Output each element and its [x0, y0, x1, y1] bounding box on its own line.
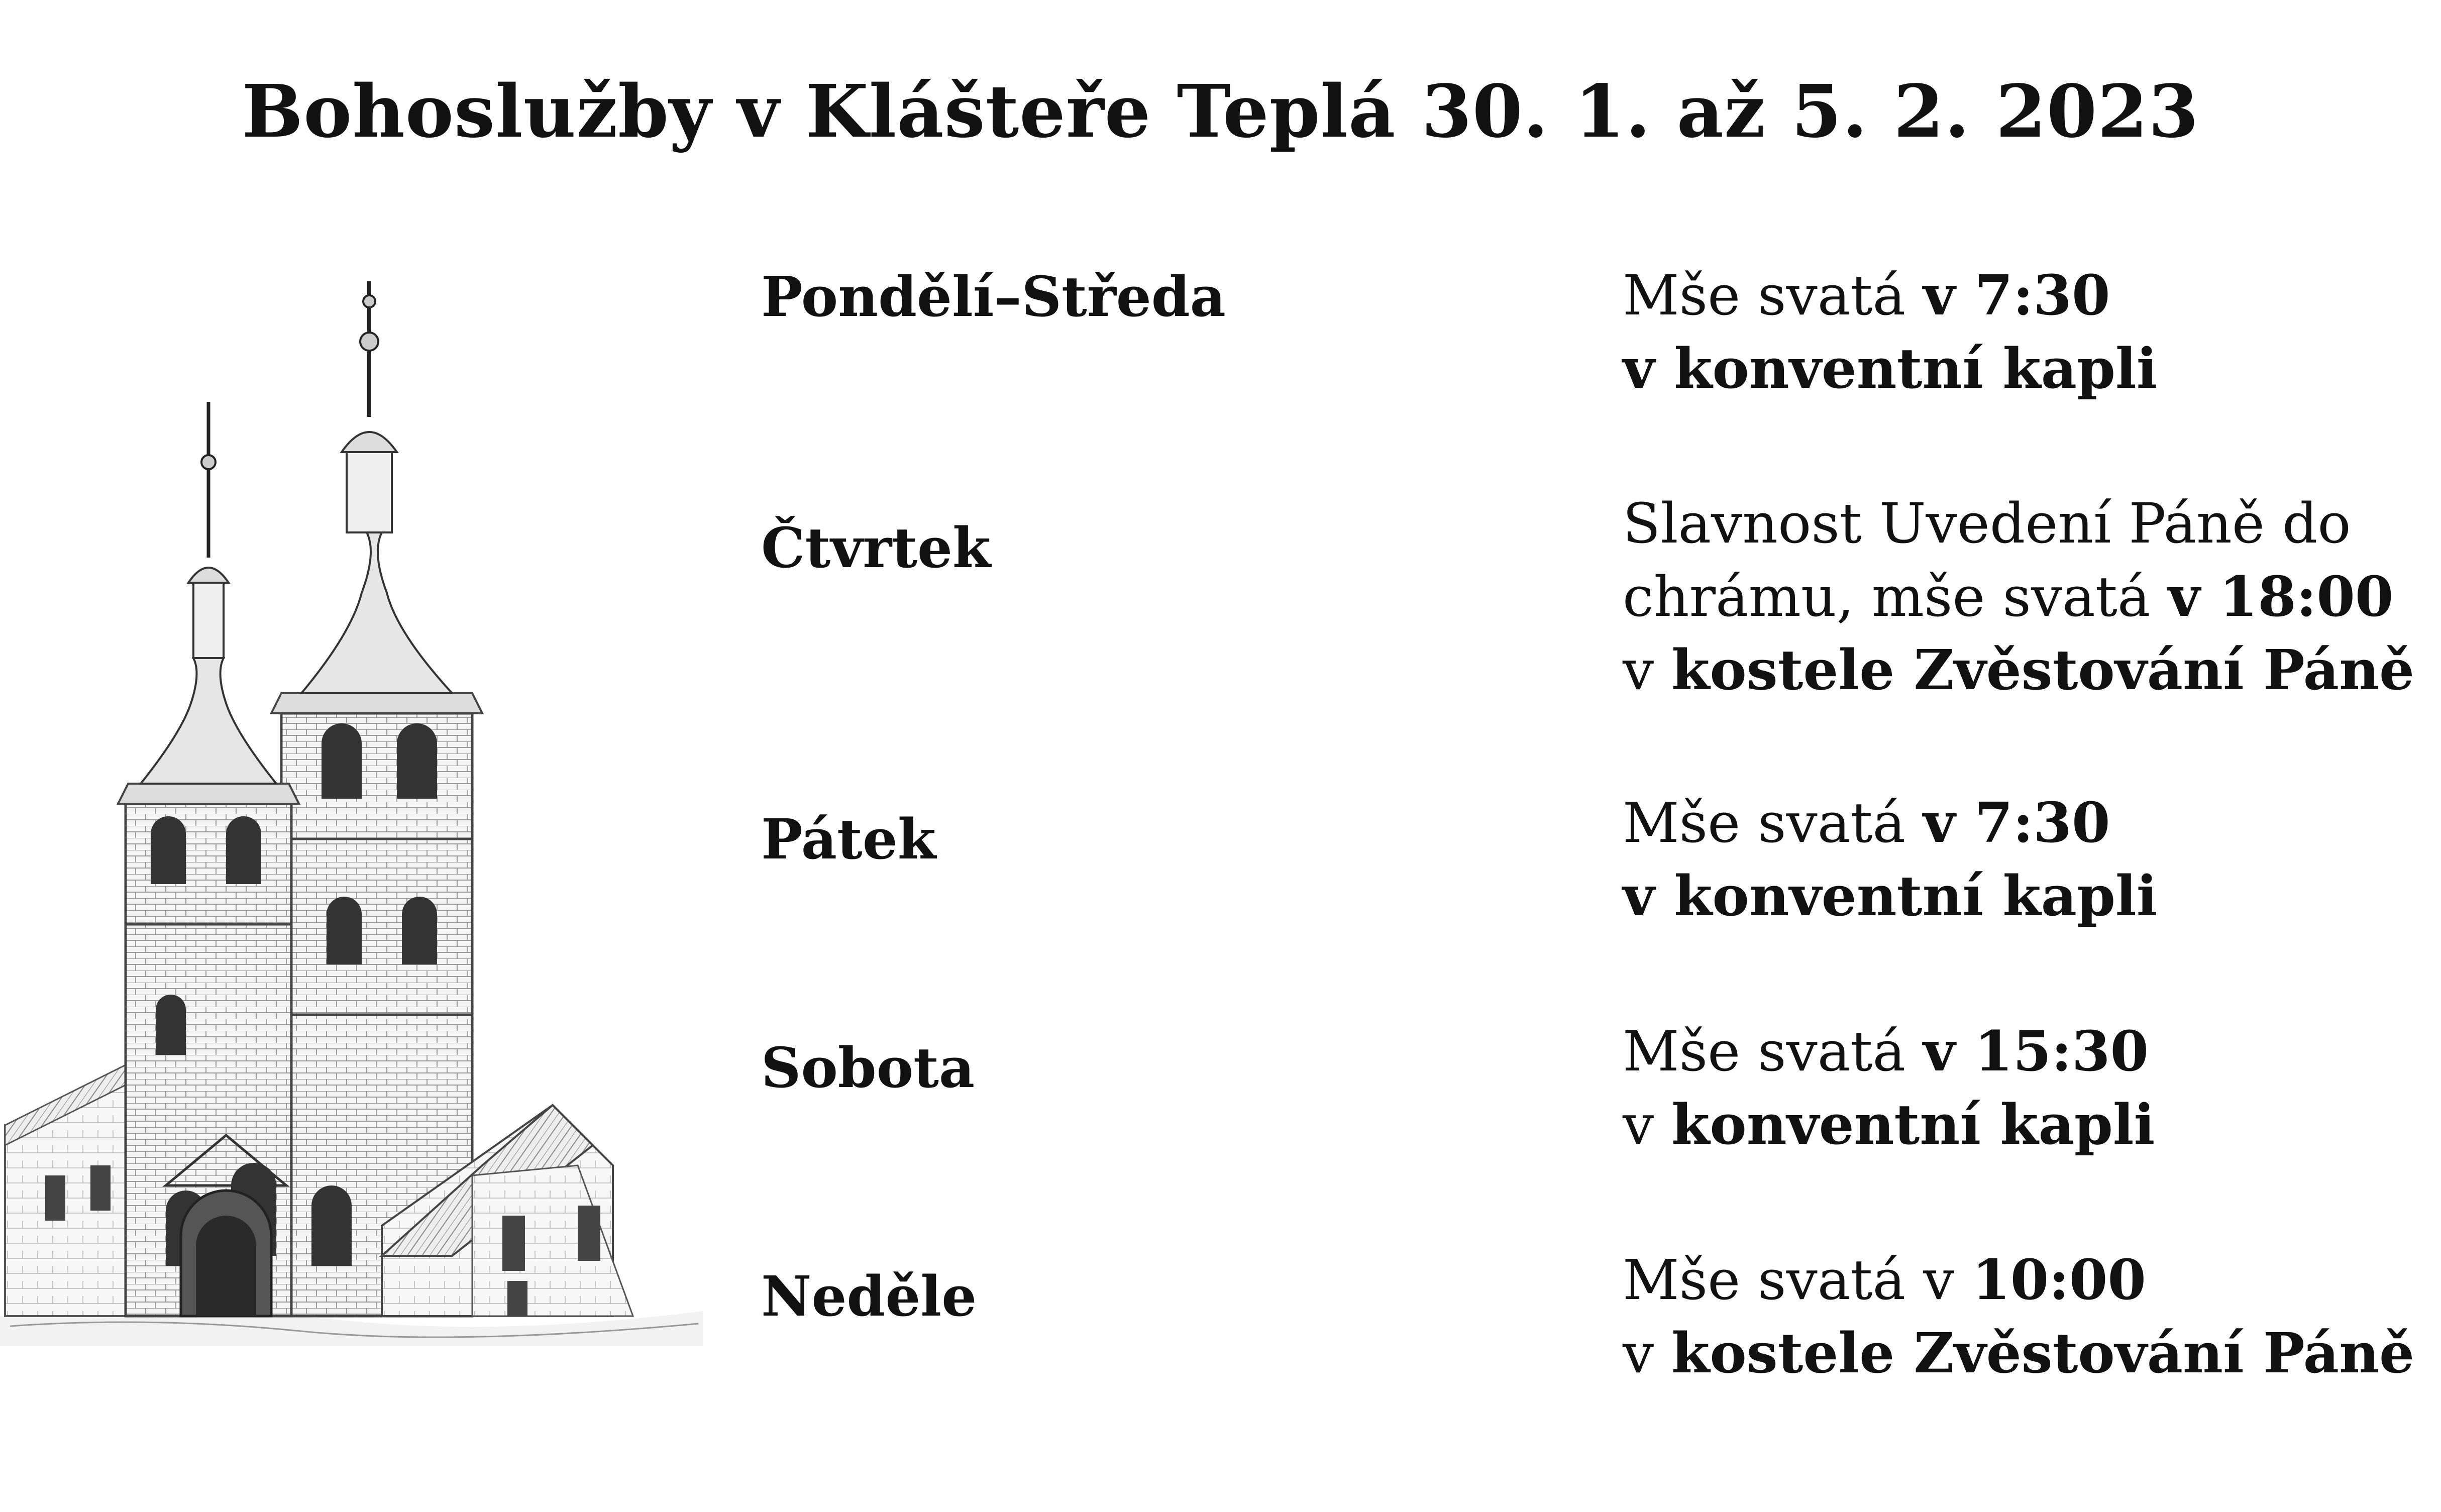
service-detail	[1623, 259, 2158, 405]
detail-time: v 15:30	[1923, 1019, 2149, 1084]
day-label: Pátek	[761, 807, 936, 872]
service-detail	[1623, 487, 2414, 707]
day-label: Pondělí–Středa	[761, 264, 1226, 329]
detail-line	[1623, 560, 2414, 633]
service-detail	[1623, 1015, 2155, 1161]
detail-text: chrámu, mše svatá	[1623, 565, 2168, 629]
church-illustration	[0, 271, 713, 1376]
detail-line	[1623, 786, 2158, 859]
detail-text: v	[1623, 1093, 1672, 1157]
page-title: Bohoslužby v Klášteře Teplá 30. 1. až 5. 2. 2023	[242, 69, 2199, 154]
detail-line	[1623, 1015, 2155, 1088]
detail-time: v 18:00	[2168, 564, 2394, 629]
detail-text: Mše svatá	[1623, 263, 1924, 328]
day-label: Čtvrtek	[761, 515, 991, 580]
service-detail	[1623, 1243, 2414, 1390]
detail-time: 10:00	[1972, 1247, 2146, 1312]
detail-time: v 7:30	[1923, 790, 2110, 855]
detail-place: konventní kapli	[1671, 1092, 2155, 1157]
detail-time: v 7:30	[1923, 263, 2110, 328]
service-detail	[1623, 786, 2158, 933]
detail-text: v	[1623, 1321, 1672, 1385]
detail-line	[1623, 633, 2414, 707]
detail-line	[1623, 1088, 2155, 1161]
detail-line	[1623, 259, 2158, 332]
detail-text: v	[1623, 638, 1672, 702]
day-label: Sobota	[761, 1035, 975, 1100]
detail-place: v konventní kapli	[1623, 863, 2158, 928]
detail-place: kostele Zvěstování Páně	[1671, 637, 2415, 702]
detail-place: kostele Zvěstování Páně	[1671, 1321, 2415, 1385]
detail-place: v konventní kapli	[1623, 336, 2158, 401]
detail-line	[1623, 859, 2158, 933]
detail-text: Mše svatá v	[1623, 1248, 1972, 1312]
detail-line	[1623, 1243, 2414, 1317]
detail-line	[1623, 487, 2414, 560]
detail-text: Slavnost Uvedení Páně do	[1623, 491, 2351, 556]
detail-text: Mše svatá	[1623, 1019, 1924, 1084]
detail-line	[1623, 1317, 2414, 1390]
detail-line	[1623, 332, 2158, 405]
detail-text: Mše svatá	[1623, 791, 1924, 855]
day-label: Neděle	[761, 1264, 977, 1329]
